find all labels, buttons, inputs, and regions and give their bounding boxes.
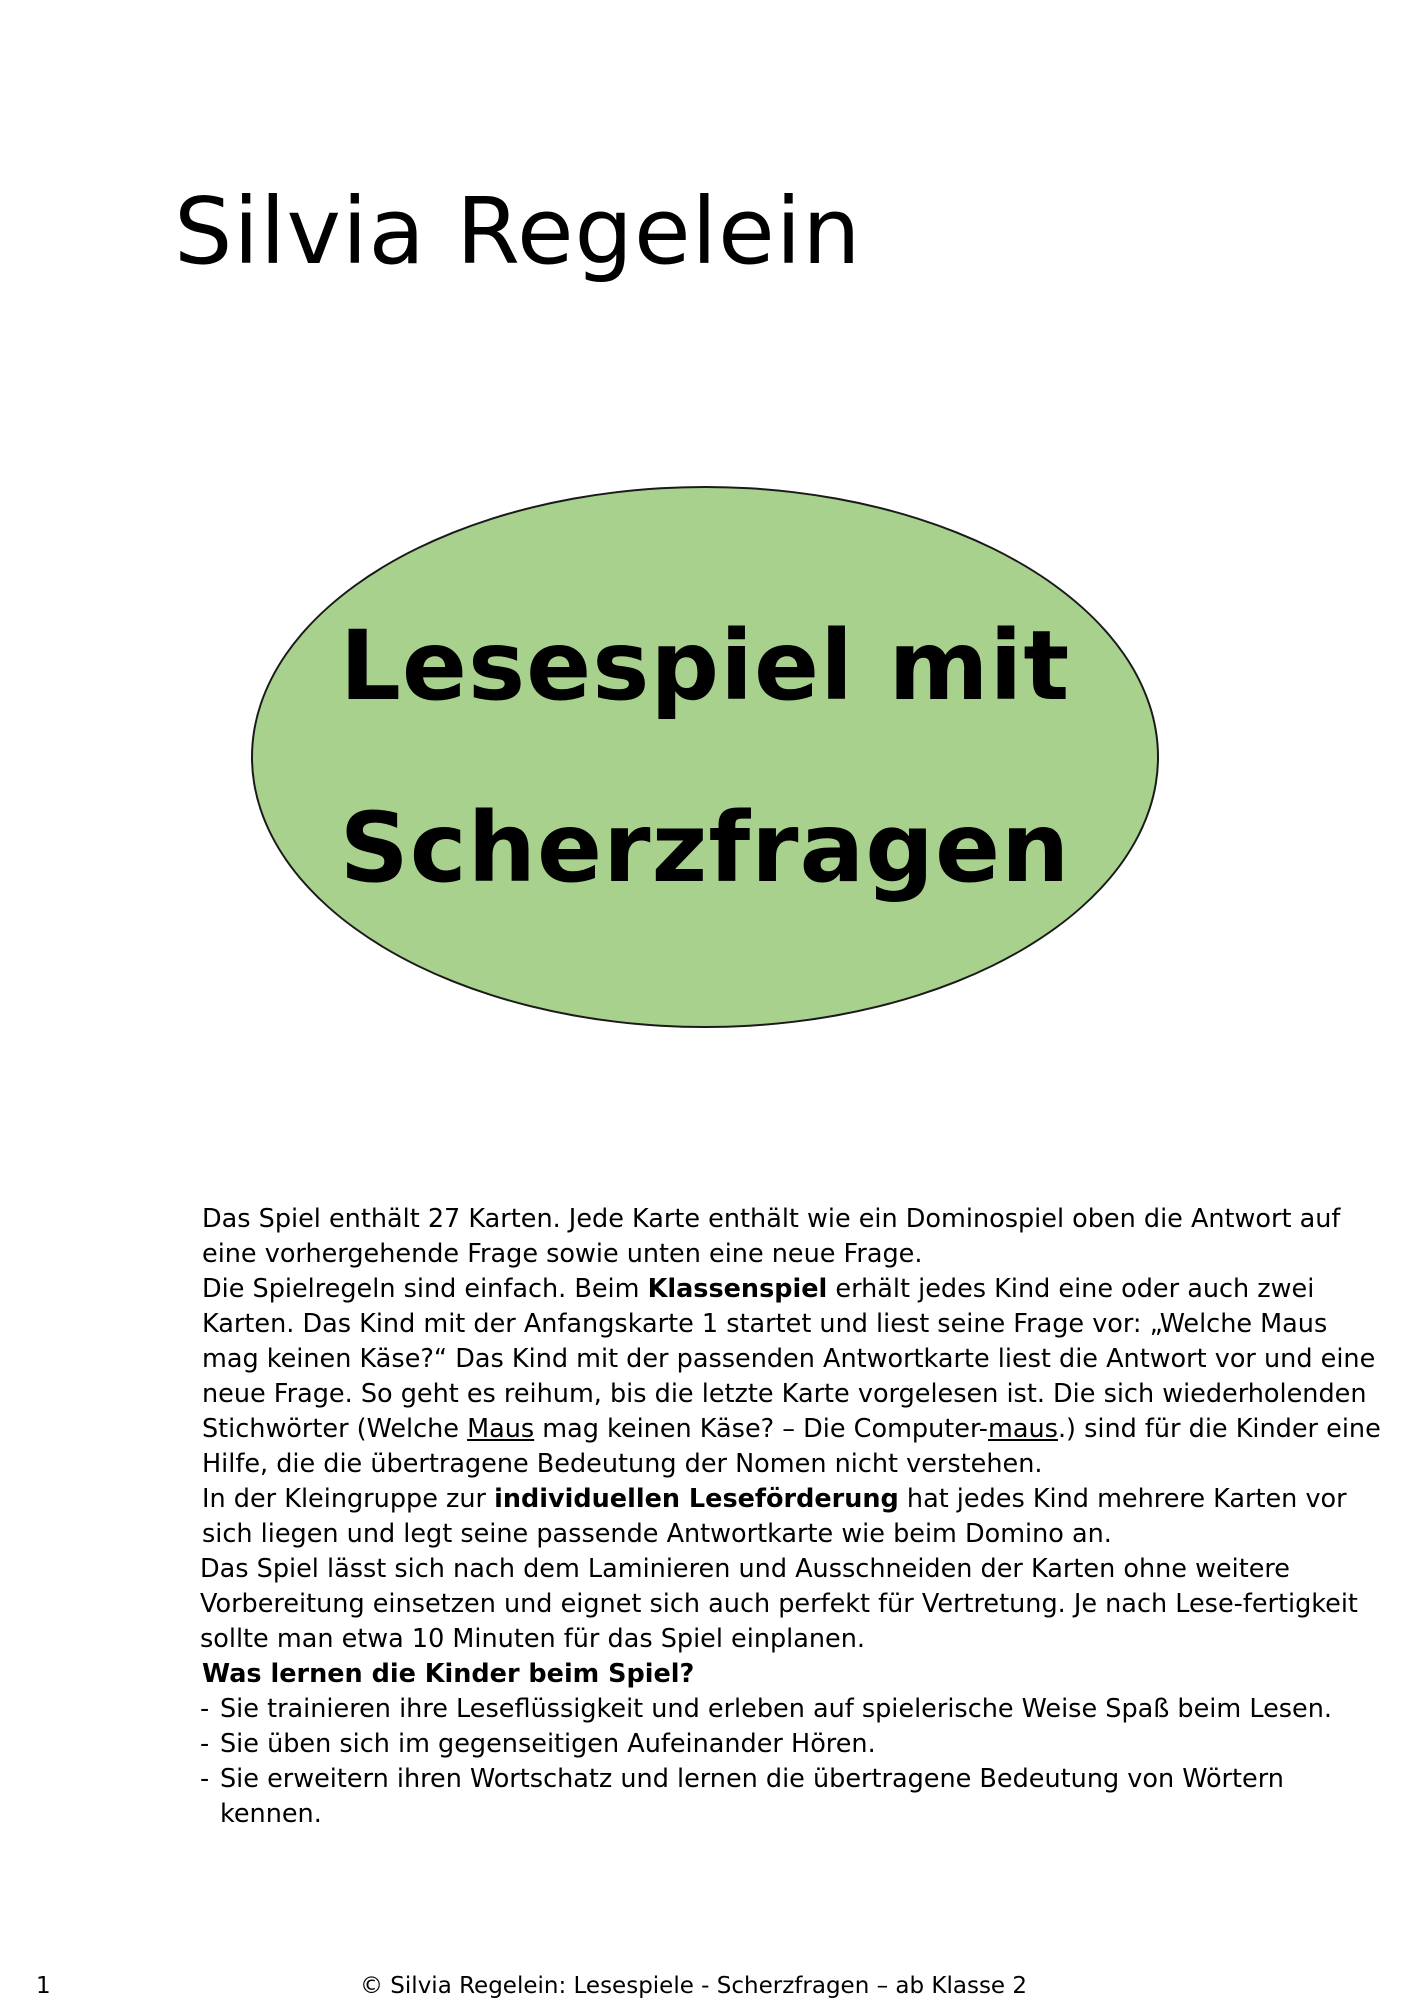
title-line-2: Scherzfragen: [339, 792, 1071, 904]
bullet-dash: -: [200, 1764, 210, 1794]
page-number: 1: [36, 1973, 51, 1999]
document-title: [340, 575, 1071, 939]
underlined-term-maus-2: maus: [988, 1414, 1058, 1444]
bullet-dash: -: [200, 1729, 210, 1759]
list-item-text: Sie erweitern ihren Wortschatz und lernen die übertragene Bedeutung von Wörtern kennen.: [220, 1764, 1284, 1829]
text-run: erhält jedes Kind eine oder auch zwei Karten. Das Kind mit der Anfangskarte 1 startet und liest seine Frage vor: „Welche Maus mag keinen Käse?“ Das Kind mit der passenden Antwortkarte liest die Antwort vor und eine neue Frage. So geht es reihum, bis die letzte Karte vorgelesen ist. Die sich wiederholenden Stichwörter (Welche: [202, 1274, 1376, 1444]
text-run: .) sind für die Kinder eine Hilfe, die die übertragene Bedeutung der Nomen nicht verstehen.: [202, 1414, 1381, 1479]
list-item-text: Sie üben sich im gegenseitigen Aufeinander Hören.: [220, 1729, 876, 1759]
title-ellipse: [251, 486, 1159, 1028]
question-heading: Was lernen die Kinder beim Spiel?: [202, 1659, 695, 1689]
bullet-dash: -: [200, 1694, 210, 1724]
paragraph-intro: Das Spiel enthält 27 Karten. Jede Karte enthält wie ein Dominospiel oben die Antwort auf eine vorhergehende Frage sowie unten eine neue Frage.: [202, 1204, 1341, 1269]
text-run: Die Spielregeln sind einfach. Beim: [202, 1274, 648, 1304]
underlined-term-maus: Maus: [467, 1414, 535, 1444]
learning-goals-list: [202, 1692, 1388, 1832]
author-name: Silvia Regelein: [174, 178, 862, 285]
learning-question: [202, 1657, 1388, 1692]
bold-term-individual: individuellen Leseförderung: [494, 1484, 899, 1514]
paragraph-rules: [202, 1272, 1388, 1482]
text-run: hat jedes Kind mehrere Karten vor sich liegen und legt seine passende Antwortkarte wie beim Domino an.: [202, 1484, 1347, 1549]
copyright-notice: © Silvia Regelein: Lesespiele - Scherzfragen – ab Klasse 2: [360, 1973, 1028, 1999]
list-item-text: Sie trainieren ihre Leseflüssigkeit und erleben auf spielerische Weise Spaß beim Lesen.: [220, 1694, 1333, 1724]
list-item: [202, 1727, 1388, 1762]
paragraph-preparation: Das Spiel lässt sich nach dem Laminieren und Ausschneiden der Karten ohne weitere Vorbereitung einsetzen und eignet sich auch perfekt für Vertretung. Je nach Lese-fertigkeit sollte man etwa 10 Minuten für das Spiel einplanen.: [200, 1554, 1358, 1654]
bold-term-klassenspiel: Klassenspiel: [647, 1274, 828, 1304]
title-line-1: Lesespiel mit: [339, 610, 1071, 722]
list-item: [202, 1762, 1388, 1832]
text-run: In der Kleingruppe zur: [202, 1484, 495, 1514]
text-run: mag keinen Käse? – Die Computer-: [534, 1414, 989, 1444]
description-text: [202, 1202, 1388, 1832]
paragraph-small-group: [202, 1482, 1388, 1552]
list-item: [202, 1692, 1388, 1727]
